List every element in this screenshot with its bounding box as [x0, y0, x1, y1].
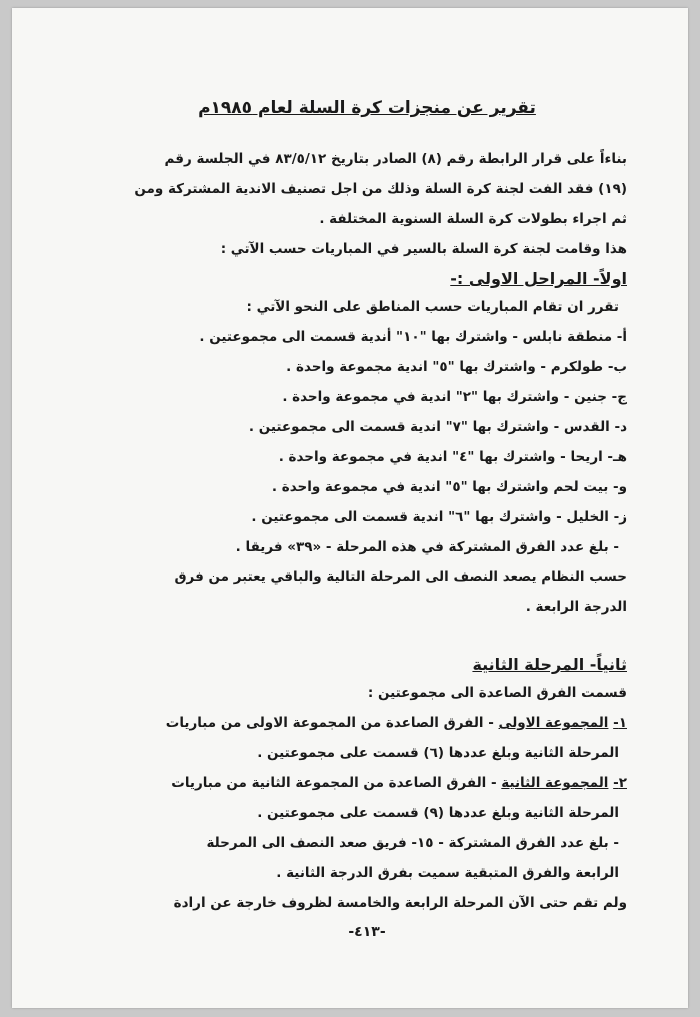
section1-closing: حسب النظام يصعد النصف الى المرحلة التالية والباقي يعتبر من فرق [174, 569, 627, 585]
section2-summary: - بلغ عدد الفرق المشتركة - ١٥- فريق صعد النصف الى المرحلة [206, 835, 619, 851]
section1-heading: اولاً- المراحل الاولى :- [450, 269, 627, 288]
group2-line2: المرحلة الثانية وبلغ عددها (٩) قسمت على مجموعتين . [257, 805, 619, 821]
section1-closing: الدرجة الرابعة . [525, 599, 627, 615]
group2-prefix: ٢- [613, 775, 627, 791]
list-item-total: - بلغ عدد الفرق المشتركة في هذه المرحلة - «٣٩» فريقا . [235, 539, 619, 555]
section2-last-line: ولم تقم حتى الآن المرحلة الرابعة والخامسة لظروف خارجة عن ارادة [173, 895, 627, 911]
intro-line: (١٩) فقد الفت لجنة كرة السلة وذلك من اجل تصنيف الاندية المشتركة ومن [134, 181, 627, 197]
group1-line2: المرحلة الثانية وبلغ عددها (٦) قسمت على مجموعتين . [257, 745, 619, 761]
document-sheet [12, 8, 688, 1008]
document-page [107, 88, 627, 940]
list-item: ب- طولكرم - واشترك بها "٥" اندية مجموعة واحدة . [286, 359, 627, 375]
group1-label: المجموعة الاولى [498, 715, 609, 731]
group1-prefix: ١- [613, 715, 627, 731]
group2-rest: - الفرق الصاعدة من المجموعة الثانية من مباريات [171, 775, 497, 791]
intro-line: ثم اجراء بطولات كرة السلة السنوية المختلفة . [319, 211, 627, 227]
list-item: أ- منطقة نابلس - واشترك بها "١٠" أندية قسمت الى مجموعتين . [199, 329, 627, 345]
list-item: ج- جنين - واشترك بها "٢" اندية في مجموعة واحدة . [282, 389, 627, 405]
list-item: هـ- اريحا - واشترك بها "٤" اندية في مجموعة واحدة . [278, 449, 627, 465]
group1-rest: - الفرق الصاعدة من المجموعة الاولى من مباريات [165, 715, 494, 731]
intro-line: هذا وقامت لجنة كرة السلة بالسير في المباريات حسب الآتي : [220, 241, 627, 257]
section2-summary: الرابعة والفرق المتبقية سميت بفرق الدرجة الثانية . [276, 865, 619, 881]
page-number: -٤١٣- [348, 924, 386, 940]
section2-heading: ثانياً- المرحلة الثانية [472, 655, 627, 674]
group2-label: المجموعة الثانية [501, 775, 609, 791]
list-item: د- القدس - واشترك بها "٧" اندية قسمت الى مجموعتين . [248, 419, 627, 435]
intro-line: بناءاً على قرار الرابطة رقم (٨) الصادر بتاريخ ٨٣/٥/١٢ في الجلسة رقم [164, 151, 627, 167]
document-title: تقرير عن منجزات كرة السلة لعام ١٩٨٥م [198, 98, 536, 118]
section1-lead: تقرر ان تقام المباريات حسب المناطق على النحو الآتي : [246, 299, 619, 315]
list-item: ز- الخليل - واشترك بها "٦" اندية قسمت الى مجموعتين . [251, 509, 627, 525]
group2-line [107, 768, 627, 798]
list-item: و- بيت لحم واشترك بها "٥" اندية في مجموعة واحدة . [271, 479, 627, 495]
group1-line [107, 708, 627, 738]
section2-lead: قسمت الفرق الصاعدة الى مجموعتين : [367, 685, 627, 701]
